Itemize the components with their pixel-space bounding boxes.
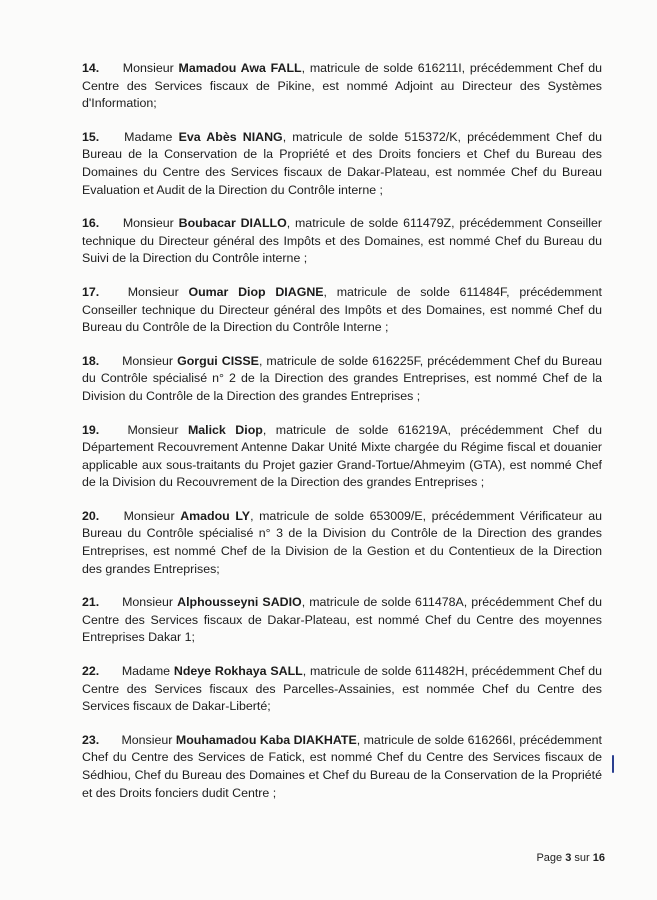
item-name: Ndeye Rokhaya SALL (173, 664, 303, 679)
item-title: Madame (124, 129, 173, 144)
list-item (82, 732, 602, 802)
page-separator: sur (574, 852, 590, 864)
page-label: Page (536, 852, 563, 864)
item-text: , matricule de solde 611482H, précédemment Chef du Centre des Services fiscaux des Parcelles-Assainies, est nommée Chef du Centre des Services fiscaux de Dakar-Liberté; (82, 664, 602, 714)
item-number: 16. (82, 216, 100, 231)
item-title: Madame (121, 664, 171, 679)
list-item (82, 129, 602, 199)
item-title: Monsieur (122, 216, 174, 231)
item-title: Monsieur (122, 61, 174, 75)
list-item (82, 60, 602, 113)
item-number: 22. (82, 664, 100, 679)
item-text: , matricule de solde 611484F, précédemment Conseiller technique du Directeur général des Impôts et des Domaines, est nommé Chef du Bureau du Contrôle de la Direction du Contrôle Interne ; (82, 284, 602, 335)
list-item (82, 284, 602, 337)
item-text: , matricule de solde 616211I, précédemment Chef du Centre des Services fiscaux de Pikine, est nommé Adjoint au Directeur des Systèmes d'Information; (82, 61, 602, 111)
item-number: 20. (82, 508, 100, 523)
item-text: , matricule de solde 611479Z, précédemment Conseiller technique du Directeur général des Impôts et des Domaines, est nommé Chef du Bureau du Suivi de la Direction du Contrôle interne ; (82, 216, 602, 266)
item-number: 18. (82, 353, 100, 368)
item-name: Mamadou Awa FALL (178, 61, 302, 75)
item-number: 14. (82, 61, 100, 75)
item-text: , matricule de solde 616219A, précédemment Chef du Département Recouvrement Antenne Dakar Unité Mixte chargée du Régime fiscal et douanier applicable aux sous-traitants du Projet gazier Grand-Tortue/Ahmeyim (GTA), est nommé Chef de la Division du Recouvrement de la Direction des grandes Entreprises ; (82, 422, 602, 490)
item-title: Monsieur (127, 284, 179, 299)
item-title: Monsieur (127, 422, 179, 437)
item-text: , matricule de solde 616225F, précédemment Chef du Bureau du Contrôle spécialisé n° 2 de la Direction des grandes Entreprises, est nommé Chef de la Division du Contrôle de la Direction des grandes Entreprises ; (82, 353, 602, 403)
page-total: 16 (592, 852, 605, 864)
margin-pen-mark (612, 755, 614, 773)
item-title: Monsieur (121, 732, 173, 747)
page-current: 3 (565, 852, 572, 864)
item-text: , matricule de solde 611478A, précédemment Chef du Centre des Services fiscaux de Dakar-Plateau, est nommé Chef du Centre des moyennes Entreprises Dakar 1; (82, 595, 602, 645)
list-item (82, 594, 602, 647)
item-name: Eva Abès NIANG (178, 129, 283, 144)
page-footer (536, 852, 605, 864)
item-number: 17. (82, 284, 100, 299)
list-item (82, 663, 602, 716)
item-text: , matricule de solde 616266I, précédemment Chef du Centre des Services de Fatick, est nommé Chef du Centre des Services fiscaux de Sédhiou, Chef du Bureau des Domaines et Chef du Bureau de la Conservation de la Propriété et des Droits fonciers dudit Centre ; (82, 732, 602, 800)
item-name: Gorgui CISSE (177, 353, 259, 368)
item-number: 21. (82, 595, 100, 610)
item-name: Mouhamadou Kaba DIAKHATE (175, 732, 357, 747)
list-item (82, 353, 602, 406)
list-item (82, 422, 602, 492)
item-text: , matricule de solde 653009/E, précédemment Vérificateur au Bureau du Contrôle spécialisé n° 3 de la Division du Contrôle de la Direction des grandes Entreprises, est nommé Chef de la Division de la Gestion et du Contentieux de la Direction des grandes Entreprises; (82, 508, 602, 576)
item-title: Monsieur (123, 508, 175, 523)
item-number: 23. (82, 732, 100, 747)
item-text: , matricule de solde 515372/K, précédemment Chef du Bureau de la Conservation de la Propriété et des Droits fonciers et Chef du Bureau des Domaines du Centre des Services fiscaux de Dakar-Plateau, est nommée Chef du Bureau Evaluation et Audit de la Direction du Contrôle interne ; (82, 129, 602, 197)
item-name: Oumar Diop DIAGNE (188, 284, 324, 299)
item-title: Monsieur (122, 595, 174, 610)
list-item (82, 215, 602, 268)
item-name: Malick Diop (187, 422, 263, 437)
item-number: 15. (82, 129, 100, 144)
appointment-list (82, 60, 602, 818)
item-name: Boubacar DIALLO (178, 216, 287, 231)
item-name: Amadou LY (180, 508, 251, 523)
item-number: 19. (82, 422, 100, 437)
list-item (82, 508, 602, 578)
item-name: Alphousseyni SADIO (177, 595, 302, 610)
item-title: Monsieur (122, 353, 174, 368)
